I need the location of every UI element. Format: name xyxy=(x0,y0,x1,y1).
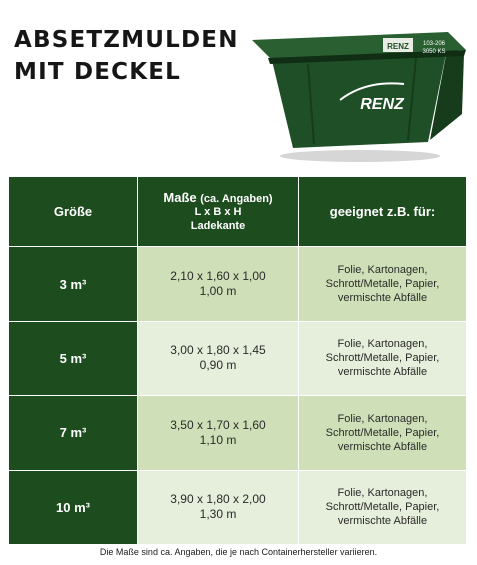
cell-size: 10 m³ xyxy=(9,470,138,544)
cell-use-line: Folie, Kartonagen, xyxy=(337,487,428,500)
table-header-row xyxy=(9,177,467,247)
cell-use-line: vermischte Abfälle xyxy=(337,366,428,379)
container-plate-line2: 3050 KS xyxy=(422,49,446,55)
footnote: Die Maße sind ca. Angaben, die je nach Containerhersteller variieren. xyxy=(99,547,378,557)
header-dims-note: (ca. Angaben) xyxy=(200,193,273,206)
cell-use-line: Schrott/Metalle, Papier, xyxy=(325,426,440,439)
header-use: geeignet z.B. für: xyxy=(299,177,467,247)
cell-dims: 3,00 x 1,80 x 1,45 xyxy=(170,343,266,358)
container-plate-logo: RENZ xyxy=(387,42,409,51)
cell-edge: 1,00 m xyxy=(199,284,237,299)
cell-use-line: vermischte Abfälle xyxy=(337,292,428,305)
cell-use xyxy=(299,321,467,395)
cell-use-line: Schrott/Metalle, Papier, xyxy=(325,352,440,365)
cell-use xyxy=(299,396,467,470)
cell-use-line: Folie, Kartonagen, xyxy=(337,412,428,425)
header-dims-sub: Ladekante xyxy=(190,220,246,233)
cell-use-line: Folie, Kartonagen, xyxy=(337,338,428,351)
cell-use-line: vermischte Abfälle xyxy=(337,515,428,528)
cell-dimensions xyxy=(138,396,299,470)
table-row xyxy=(9,247,467,321)
table-row xyxy=(9,396,467,470)
header-dims-formula: L x B x H xyxy=(194,206,242,219)
cell-size: 3 m³ xyxy=(9,247,138,321)
cell-use xyxy=(299,470,467,544)
cell-use-line: vermischte Abfälle xyxy=(337,440,428,453)
title-line-1: ABSETZMULDEN xyxy=(14,27,239,53)
table-row xyxy=(9,321,467,395)
cell-size: 5 m³ xyxy=(9,321,138,395)
cell-dimensions xyxy=(138,247,299,321)
header-dimensions xyxy=(138,177,299,247)
cell-use xyxy=(299,247,467,321)
header-size: Größe xyxy=(9,177,138,247)
size-table xyxy=(8,176,467,545)
title-line-2: MIT DECKEL xyxy=(14,59,182,85)
cell-dims: 3,50 x 1,70 x 1,60 xyxy=(170,417,266,432)
cell-size: 7 m³ xyxy=(9,396,138,470)
page-title xyxy=(14,24,239,88)
container-image xyxy=(248,14,470,164)
cell-edge: 1,10 m xyxy=(199,432,237,447)
cell-use-line: Schrott/Metalle, Papier, xyxy=(325,278,440,291)
table-row xyxy=(9,470,467,544)
cell-edge: 1,30 m xyxy=(199,507,237,522)
container-plate-line1: 103-206 xyxy=(422,41,446,47)
cell-use-line: Schrott/Metalle, Papier, xyxy=(325,501,440,514)
cell-dimensions xyxy=(138,470,299,544)
cell-dimensions xyxy=(138,321,299,395)
header-dims-title: Maße xyxy=(163,190,197,206)
container-shadow xyxy=(280,150,440,162)
cell-use-line: Folie, Kartonagen, xyxy=(337,264,428,277)
container-logo: RENZ xyxy=(360,96,404,113)
cell-dims: 3,90 x 1,80 x 2,00 xyxy=(170,492,266,507)
cell-edge: 0,90 m xyxy=(199,358,237,373)
cell-dims: 2,10 x 1,60 x 1,00 xyxy=(170,269,266,284)
